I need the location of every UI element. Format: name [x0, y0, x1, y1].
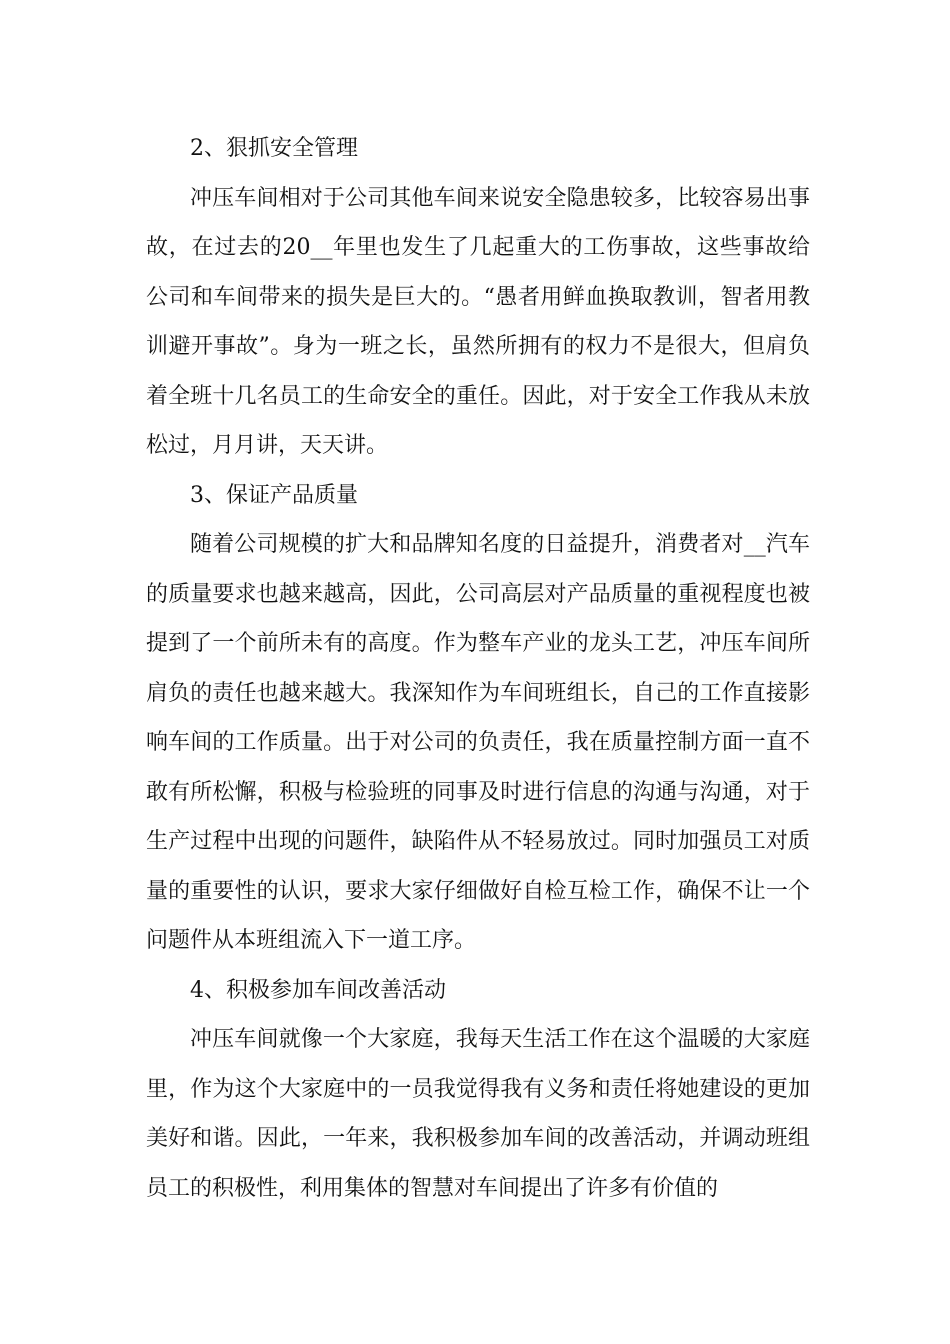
- section-heading-improvement: 4、积极参加车间改善活动: [190, 977, 446, 1003]
- section-paragraph-improvement: 冲压车间就像一个大家庭，我每天生活工作在这个温暖的大家庭里，作为这个大家庭中的一员我觉得我有义务和责任将她建设的更加美好和谐。因此，一年来，我积极参加车间的改善活动，并调动班组员工的积极性，利用集体的智慧对车间提出了许多有价值的: [146, 1027, 810, 1201]
- section-heading-quality: 3、保证产品质量: [190, 482, 358, 508]
- section-paragraph-quality: 随着公司规模的扩大和品牌知名度的日益提升，消费者对__汽车的质量要求也越来越高，因此，公司高层对产品质量的重视程度也被提到了一个前所未有的高度。作为整车产业的龙头工艺，冲压车间所肩负的责任也越来越大。我深知作为车间班组长，自己的工作直接影响车间的工作质量。出于对公司的负责任，我在质量控制方面一直不敢有所松懈，积极与检验班的同事及时进行信息的沟通与沟通，对于生产过程中出现的问题件，缺陷件从不轻易放过。同时加强员工对质量的重要性的认识，要求大家仔细做好自检互检工作，确保不让一个问题件从本班组流入下一道工序。: [146, 532, 810, 953]
- section-heading-safety: 2、狠抓安全管理: [190, 136, 358, 161]
- section-paragraph-safety: 冲压车间相对于公司其他车间来说安全隐患较多，比较容易出事故，在过去的20__年里也发生了几起重大的工伤事故，这些事故给公司和车间带来的损失是巨大的。“愚者用鲜血换取教训，智者用教训避开事故”。身为一班之长，虽然所拥有的权力不是很大，但肩负着全班十几名员工的生命安全的重任。因此，对于安全工作我从未放松过，月月讲，天天讲。: [146, 185, 810, 458]
- document-page: [146, 124, 810, 1213]
